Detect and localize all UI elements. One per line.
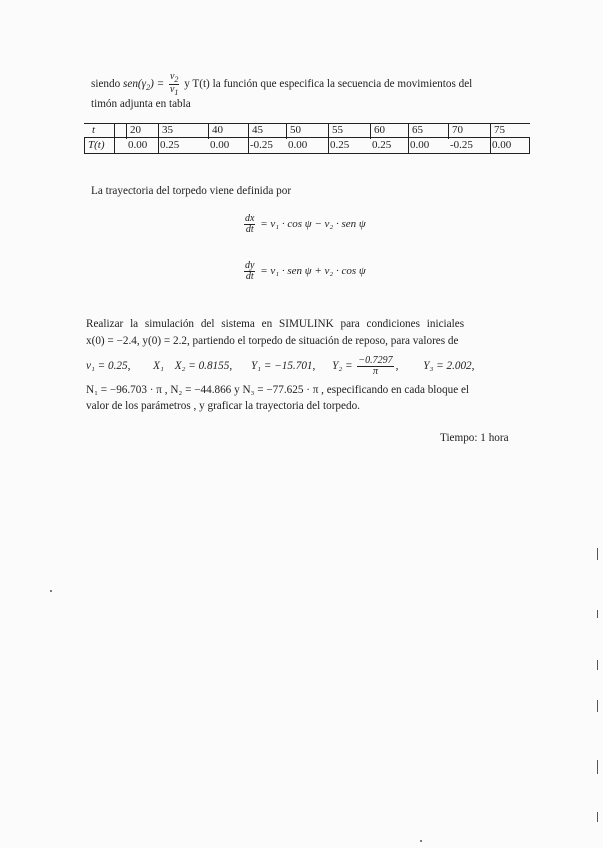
equation-dy-dt: $\frac{dy}{dt}$ = v₁ · sen ψ + v₂ · cos ψ <box>245 260 366 282</box>
table-header-Tt: T(t) <box>88 139 105 151</box>
scan-edge-mark <box>597 660 598 670</box>
rudder-movement-table <box>84 123 530 163</box>
scan-dot <box>50 590 52 592</box>
table-cell-t: 65 <box>412 124 423 136</box>
intro-line-2: timón adjunta en tabla <box>91 98 191 110</box>
table-cell-Tt: 0.25 <box>372 139 392 151</box>
problem-line-1: Realizar la simulación del sistema en SIMULINK para condiciones iniciales <box>86 318 465 330</box>
table-header-t: t <box>92 124 96 136</box>
table-cell-Tt: 0.25 <box>330 139 350 151</box>
intro-line-1 <box>91 72 472 97</box>
siendo-word: siendo <box>91 78 121 91</box>
table-cell-Tt: -0.25 <box>250 139 273 151</box>
table-cell-t: 55 <box>332 124 343 136</box>
table-cell-t: 50 <box>290 124 301 136</box>
table-cell-Tt: -0.25 <box>450 139 473 151</box>
table-cell-t: 60 <box>374 124 385 136</box>
table-cell-t: 75 <box>494 124 505 136</box>
scan-edge-mark <box>597 812 598 822</box>
table-cell-Tt: 0.00 <box>492 139 512 151</box>
table-cell-t: 20 <box>130 124 141 136</box>
scan-edge-mark <box>597 700 598 712</box>
time-label: Tiempo: 1 hora <box>440 432 509 444</box>
table-cell-Tt: 0.00 <box>410 139 430 151</box>
equation-dy-rhs: = v₁ · sen ψ + v₂ · cos ψ <box>260 265 366 278</box>
trajectory-intro: La trayectoria del torpedo viene definida por <box>91 185 292 197</box>
table-cell-t: 35 <box>162 124 173 136</box>
problem-line-5: valor de los parámetros , y graficar la trayectoria del torpedo. <box>86 400 360 412</box>
problem-line-4: N₁ = −96.703 · π , N₂ = −44.866 y N₃ = −77.625 · π , especificando en cada bloque el <box>86 384 470 396</box>
table-cell-Tt: 0.00 <box>128 139 148 151</box>
table-cell-t: 40 <box>212 124 223 136</box>
table-cell-t: 70 <box>452 124 463 136</box>
scan-edge-mark <box>597 760 598 774</box>
table-cell-Tt: 0.00 <box>210 139 230 151</box>
table-cell-t: 45 <box>252 124 263 136</box>
scan-edge-mark <box>597 548 598 560</box>
scan-edge-mark <box>597 610 598 618</box>
equation-dx-rhs: = v₁ · cos ψ − v₂ · sen ψ <box>260 218 366 231</box>
table-cell-Tt: 0.00 <box>288 139 308 151</box>
problem-line-3: v₁ = 0.25, X₁ X₂ = 0.8155, Y₁ = −15.701, Y₂ = $\frac{-0.7297}{\pi}$ , Y₃ = 2.002, <box>86 355 475 377</box>
scan-dot <box>420 840 422 842</box>
table-cell-Tt: 0.25 <box>160 139 180 151</box>
equation-dx-dt: $\frac{dx}{dt}$ = v₁ · cos ψ − v₂ · sen ψ <box>245 213 366 235</box>
intro-rest: y T(t) la función que especifica la secuencia de movimientos del <box>184 78 473 91</box>
problem-line-2: x(0) = −2.4, y(0) = 2.2, partiendo el torpedo de situación de reposo, para valores de <box>86 335 459 347</box>
sen-expression: $sen(\gamma_2)$ = <box>123 78 165 93</box>
velocity-ratio: $\frac{v_2}{v_1}$ <box>169 71 179 97</box>
